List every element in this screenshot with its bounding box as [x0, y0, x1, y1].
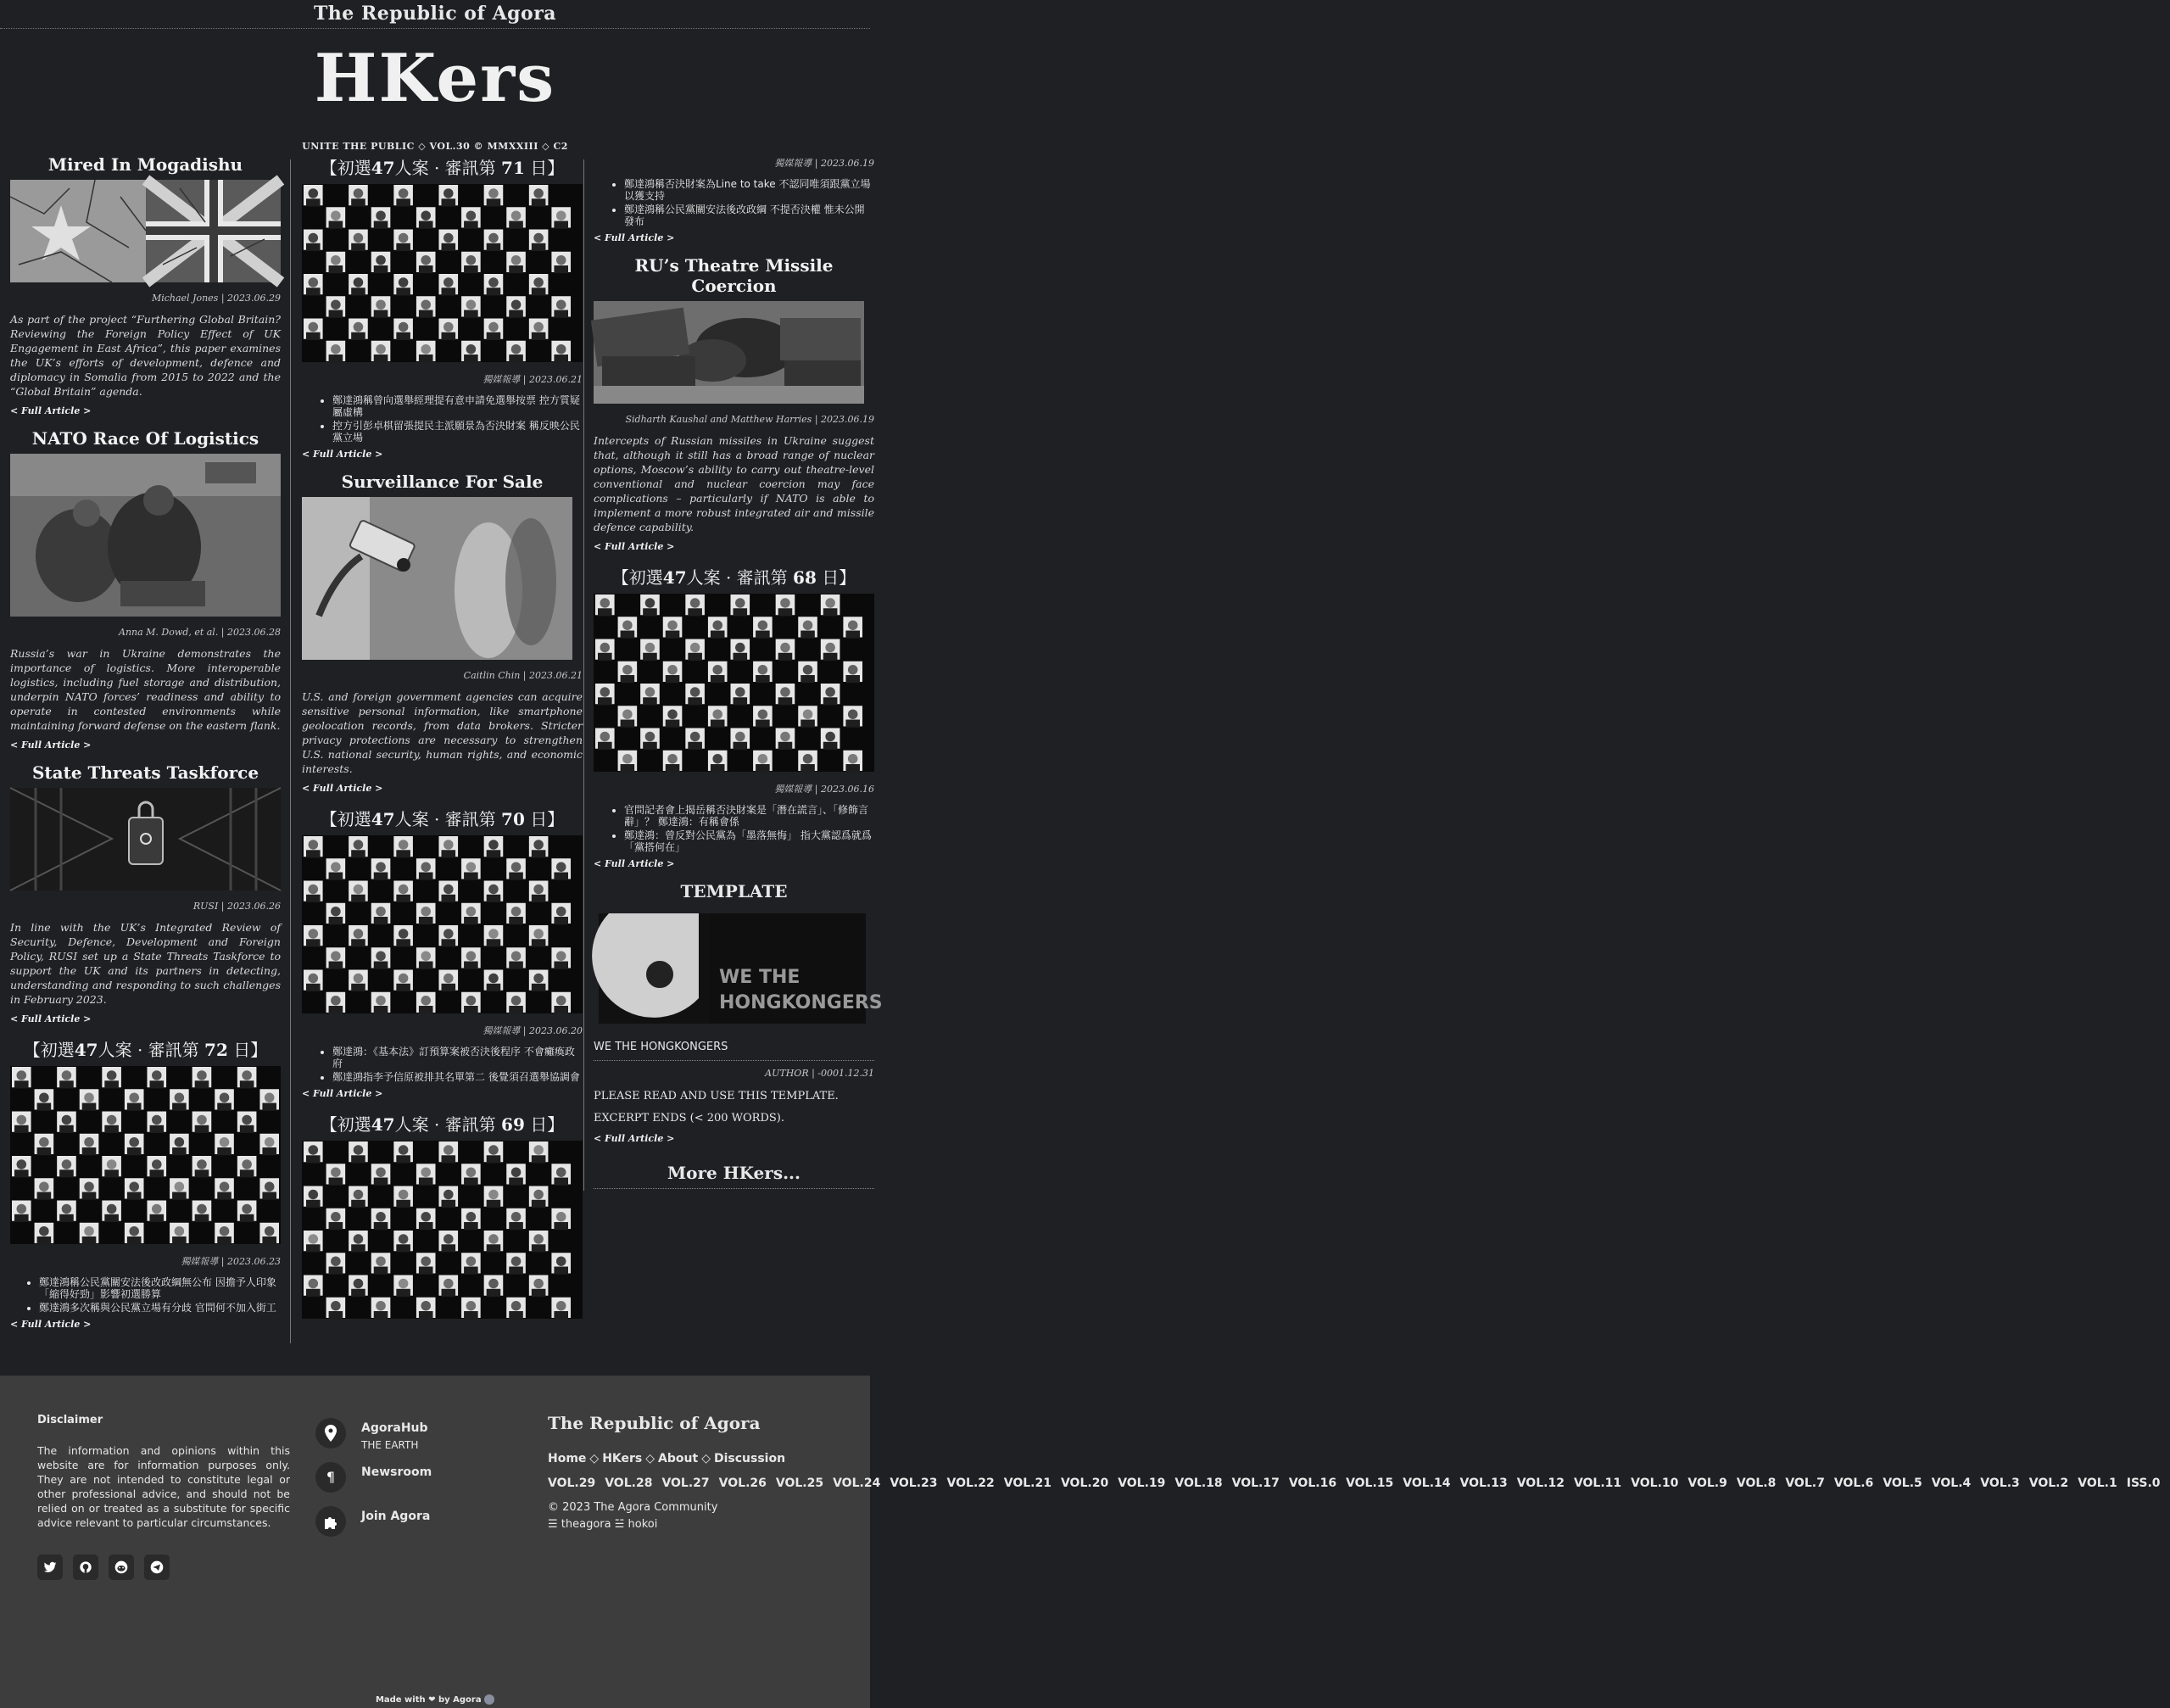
column-left	[10, 151, 281, 1342]
defendants-photo-grid[interactable]	[10, 1066, 281, 1244]
nav-discussion[interactable]: Discussion	[713, 1452, 786, 1465]
bullet-item: • 鄭達鴻：《基本法》訂預算案被否決後程序 不會癱瘓政府	[332, 1046, 583, 1069]
disclaimer	[37, 1414, 290, 1530]
volume-link[interactable]: ISS.0	[2126, 1476, 2161, 1490]
link-title: Join Agora	[361, 1510, 431, 1523]
article-title[interactable]: Surveillance For Sale	[341, 472, 544, 492]
reddit-icon[interactable]	[109, 1555, 134, 1580]
full-article-link[interactable]: < Full Article >	[302, 783, 383, 794]
article-missile-coercion	[594, 255, 874, 552]
footer-title[interactable]: The Republic of Agora	[548, 1413, 761, 1433]
defendants-photo-grid[interactable]	[302, 835, 583, 1013]
article-byline: 獨媒報導 | 2023.06.21	[483, 374, 583, 385]
full-article-link[interactable]: < Full Article >	[594, 858, 675, 869]
volume-link[interactable]: VOL.19	[1118, 1476, 1166, 1490]
article-image[interactable]	[10, 454, 281, 617]
article-template	[594, 881, 883, 1144]
article-excerpt: Russia’s war in Ukraine demonstrates the importance of logistics. More interoperable logistics, including fuel storage and distribution, underpin NATO forces’ readiness and ability to operate in contested environments while maintaining forward defense on the eastern flank.	[10, 647, 281, 732]
bullet-item: • 鄭達鴻稱公民黨關安法後改政綱無公布 因擔予人印象「縮得好勁」影響初選勝算	[39, 1276, 281, 1300]
article-byline: RUSI | 2023.06.26	[192, 901, 281, 912]
article-excerpt: U.S. and foreign government agencies can acquire sensitive personal information, like smartphone geolocation records, from data brokers. Stricter privacy protections are necessary to strengthen U.S. national security, human rights, and economic interests.	[302, 690, 583, 775]
article-title[interactable]: RU’s Theatre Missile Coercion	[634, 255, 834, 296]
defendants-photo-grid[interactable]	[302, 1141, 583, 1319]
article-trial-day-72	[10, 1036, 281, 1330]
full-article-link[interactable]: < Full Article >	[594, 1133, 675, 1144]
volume-link[interactable]: VOL.17	[1231, 1476, 1280, 1490]
article-byline: Sidharth Kaushal and Matthew Harries | 2023.06.19	[625, 414, 874, 425]
column-divider	[583, 159, 584, 1191]
article-mogadishu	[10, 154, 281, 416]
globe-icon	[484, 1694, 494, 1705]
article-title[interactable]: NATO Race Of Logistics	[31, 428, 259, 449]
volume-link[interactable]: VOL.27	[661, 1476, 710, 1490]
article-byline: 獨媒報導 | 2023.06.16	[774, 784, 874, 795]
bullet-item: • 鄭達鴻：曾反對公民黨為「墨落無悔」 指大黨認爲就爲「黨搭何在」	[624, 829, 874, 853]
article-excerpt: As part of the project “Furthering Global Britain? Reviewing the Foreign Policy Effect of UK Engagement in East Africa”, this paper examines the UK’s efforts of development, defence and diplomacy in Somalia from 2015 to 2022 and the “Global Britain” agenda.	[10, 313, 281, 398]
bullet-item: • 鄭達鴻指李予信原被排其名單第二 後覺須召選舉協調會	[332, 1071, 583, 1083]
article-byline: Anna M. Dowd, et al. | 2023.06.28	[119, 627, 281, 638]
volume-link[interactable]: VOL.2	[2028, 1476, 2069, 1490]
volume-link[interactable]: VOL.13	[1459, 1476, 1508, 1490]
article-state-threats	[10, 762, 281, 1024]
article-byline: Caitlin Chin | 2023.06.21	[463, 670, 583, 681]
article-title[interactable]: Mired In Mogadishu	[47, 154, 243, 175]
volume-link[interactable]: VOL.8	[1736, 1476, 1777, 1490]
made-with-text: Made with ❤ by Agora	[375, 1695, 482, 1705]
article-bullets	[10, 1276, 281, 1314]
template-caption: WE THE HONGKONGERS	[594, 1041, 728, 1053]
article-byline: AUTHOR | -0001.12.31	[765, 1068, 874, 1079]
volume-link[interactable]: VOL.24	[833, 1476, 881, 1490]
footer-navigation	[548, 1413, 2161, 1533]
full-article-link[interactable]: < Full Article >	[10, 405, 92, 416]
full-article-link[interactable]: < Full Article >	[594, 541, 675, 552]
article-trial-day-69	[302, 1111, 583, 1319]
disclaimer-title: Disclaimer	[37, 1414, 103, 1426]
site-header	[0, 0, 870, 29]
full-article-link[interactable]: < Full Article >	[302, 449, 383, 460]
article-excerpt: EXCERPT ENDS (< 200 WORDS).	[594, 1112, 784, 1125]
hkers-logo[interactable]: HKers	[314, 40, 556, 117]
nav-separator: ◇	[589, 1452, 600, 1465]
nav-home[interactable]: Home	[548, 1452, 587, 1465]
volume-link[interactable]: VOL.3	[1980, 1476, 2020, 1490]
volume-link[interactable]: VOL.22	[946, 1476, 995, 1490]
bullet-item: • 鄭達鴻稱否決財案為Line to take 不認同唯須跟黨立場以獲支持	[624, 178, 874, 202]
logo-text: WE THE	[719, 967, 801, 988]
paragraph-icon: ¶	[315, 1462, 346, 1493]
article-title[interactable]: 【初選47人案 · 審訊第 70 日】	[320, 809, 565, 829]
article-bullets	[594, 804, 874, 853]
volume-link[interactable]: VOL.16	[1288, 1476, 1337, 1490]
volume-link[interactable]: VOL.29	[548, 1476, 596, 1490]
divider	[594, 1060, 874, 1061]
volume-link[interactable]: VOL.6	[1833, 1476, 1874, 1490]
volume-link[interactable]: VOL.28	[605, 1476, 653, 1490]
volume-link[interactable]: VOL.15	[1346, 1476, 1394, 1490]
article-excerpt: Intercepts of Russian missiles in Ukraine suggest that, although it still has a broad range of nuclear options, Moscow’s ability to carry out theatre-level conventional and nuclear coercion may face complications – particularly if NATO is able to implement a more robust integrated air and missile defence capability.	[594, 434, 874, 533]
article-byline: 獨媒報導 | 2023.06.23	[181, 1256, 281, 1267]
handles: ☰ theagora ☱ hokoi	[548, 1518, 658, 1531]
github-icon[interactable]	[73, 1555, 98, 1580]
article-trial-day-70	[302, 806, 583, 1099]
volume-link[interactable]: VOL.18	[1174, 1476, 1223, 1490]
telegram-icon[interactable]	[144, 1555, 170, 1580]
copyright: © 2023 The Agora Community	[548, 1501, 718, 1514]
nav-hkers[interactable]: HKers	[602, 1452, 643, 1465]
column-middle	[302, 151, 583, 1327]
article-trial-day-69-summary	[594, 156, 874, 243]
disclaimer-text: The information and opinions within this website are for information purposes only. They are not intended to constitute legal or other professional advice, and should not be relied on or treated as a substitute for specific advice relevant to particular circumstances.	[37, 1444, 290, 1529]
article-image[interactable]	[594, 301, 874, 404]
column-right	[594, 151, 883, 1194]
defendants-photo-grid[interactable]	[302, 184, 583, 362]
we-the-hongkongers-logo[interactable]	[599, 913, 883, 1024]
full-article-link[interactable]: < Full Article >	[10, 740, 92, 751]
article-image[interactable]	[10, 788, 281, 890]
site-footer	[0, 1376, 2161, 1708]
article-trial-day-71	[302, 154, 583, 460]
nav-about[interactable]: About	[658, 1452, 699, 1465]
article-bullets	[302, 394, 583, 444]
volume-link[interactable]: VOL.11	[1573, 1476, 1622, 1490]
volume-link[interactable]: VOL.4	[1931, 1476, 1972, 1490]
more-hkers-link[interactable]: More HKers...	[594, 1163, 874, 1189]
volume-link[interactable]: VOL.23	[890, 1476, 938, 1490]
article-bullets	[302, 1046, 583, 1083]
article-title[interactable]: State Threats Taskforce	[31, 762, 259, 783]
link-subtitle: THE EARTH	[361, 1439, 419, 1451]
bullet-item: • 鄭達鴻稱公民黨關安法後改政綱 不提否決權 惟未公開發布	[624, 204, 874, 227]
volume-link[interactable]: VOL.9	[1687, 1476, 1727, 1490]
volume-link[interactable]: VOL.5	[1883, 1476, 1922, 1490]
volume-link[interactable]: VOL.25	[775, 1476, 824, 1490]
full-article-link[interactable]: < Full Article >	[594, 232, 675, 243]
volume-link[interactable]: VOL.21	[1003, 1476, 1052, 1490]
volume-link[interactable]: VOL.14	[1403, 1476, 1451, 1490]
full-article-link[interactable]: < Full Article >	[10, 1319, 92, 1330]
bullet-item: • 鄭達鴻稱曾向選舉經理提有意申請免選舉按票 控方質疑屬虛構	[332, 394, 583, 418]
site-title[interactable]: The Republic of Agora	[313, 3, 557, 25]
volume-link[interactable]: VOL.20	[1060, 1476, 1109, 1490]
volume-link[interactable]: VOL.12	[1516, 1476, 1565, 1490]
article-title[interactable]: 【初選47人案 · 審訊第 68 日】	[611, 567, 856, 588]
article-byline: 獨媒報導 | 2023.06.19	[774, 158, 874, 169]
link-title: Newsroom	[361, 1465, 432, 1479]
footer-nav	[548, 1452, 836, 1465]
logo-text: HONGKONGERS	[719, 992, 883, 1013]
full-article-link[interactable]: < Full Article >	[10, 1013, 92, 1024]
link-title: AgoraHub	[361, 1421, 428, 1435]
full-article-link[interactable]: < Full Article >	[302, 1088, 383, 1099]
volume-link[interactable]: VOL.26	[718, 1476, 767, 1490]
bullet-item: • 官問記者會上揭岳稱否決財案是「潛在謊言」、「修飾言辭」？ 鄭達鴻：有稱會係	[624, 804, 874, 828]
article-byline: 獨媒報導 | 2023.06.20	[483, 1025, 583, 1036]
nav-separator: ◇	[645, 1452, 655, 1465]
map-pin-icon	[315, 1418, 346, 1448]
article-image[interactable]	[302, 497, 583, 660]
puzzle-icon	[315, 1506, 346, 1537]
article-title[interactable]: TEMPLATE	[680, 881, 788, 901]
volume-links	[548, 1472, 2161, 1494]
article-title[interactable]: 【初選47人案 · 審訊第 69 日】	[320, 1114, 565, 1135]
article-title[interactable]: 【初選47人案 · 審訊第 71 日】	[320, 158, 565, 178]
article-bullets	[594, 178, 874, 227]
bullet-item: • 控方引彭卓棋留張提民主派願景為否決財案 稱反映公民黨立場	[332, 420, 583, 444]
article-title[interactable]: 【初選47人案 · 審訊第 72 日】	[23, 1040, 268, 1060]
social-links	[37, 1555, 176, 1580]
issue-subline: UNITE THE PUBLIC ◇ VOL.30 © MMXXIII ◇ C2	[302, 141, 568, 152]
volume-link[interactable]: VOL.1	[2078, 1476, 2117, 1490]
twitter-icon[interactable]	[37, 1555, 63, 1580]
article-excerpt: PLEASE READ AND USE THIS TEMPLATE.	[594, 1090, 839, 1102]
article-surveillance	[302, 472, 583, 794]
article-byline: Michael Jones | 2023.06.29	[151, 293, 281, 304]
article-image[interactable]	[10, 180, 281, 282]
nav-separator: ◇	[701, 1452, 711, 1465]
volume-link[interactable]: VOL.7	[1785, 1476, 1825, 1490]
bullet-item: • 鄭達鴻多次稱與公民黨立場有分歧 官問何不加入街工	[39, 1302, 281, 1314]
article-nato-logistics	[10, 428, 281, 751]
article-trial-day-68	[594, 564, 874, 869]
made-with-credit	[0, 1694, 870, 1705]
column-divider	[290, 159, 291, 1343]
defendants-photo-grid[interactable]	[594, 594, 874, 772]
volume-link[interactable]: VOL.10	[1631, 1476, 1679, 1490]
article-excerpt: In line with the UK’s Integrated Review of Security, Defence, Development and Foreign Policy, RUSI set up a State Threats Taskforce to support the UK and its partners in detecting, understanding and responding to such challenges in February 2023.	[10, 921, 281, 1006]
